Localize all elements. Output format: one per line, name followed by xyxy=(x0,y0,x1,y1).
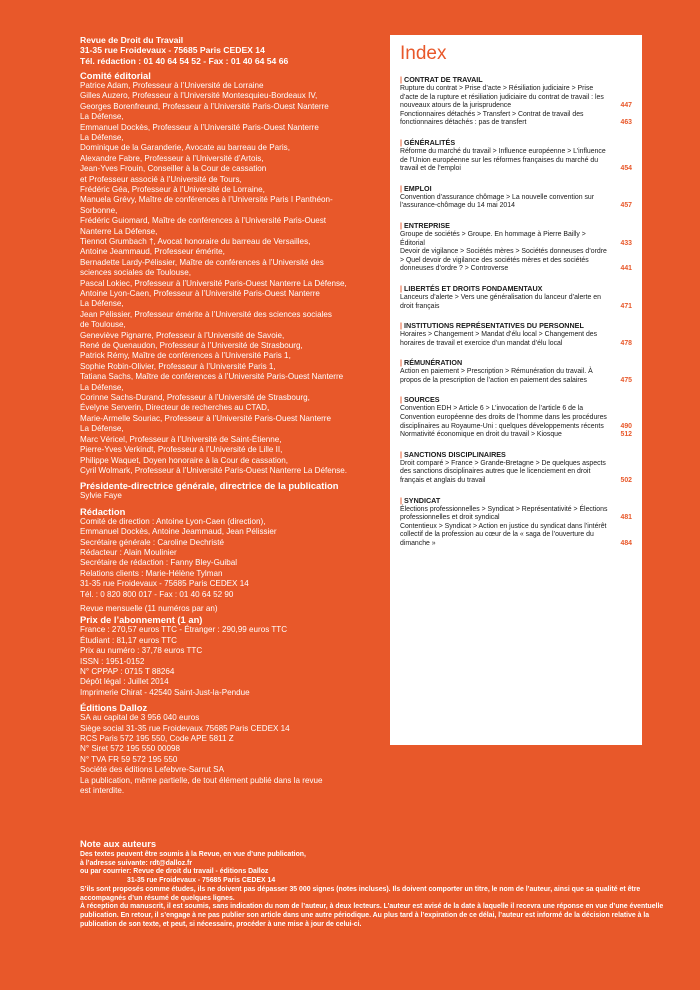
index-entry-page: 433 xyxy=(620,239,632,247)
comite-member-line: La Défense, xyxy=(80,382,124,392)
index-entry-text: Devoir de vigilance > Sociétés mères > Sociétés donneuses d’ordre > Quel devoir de vigilance des sociétés mères et des sociétés donneuses d’ordre ? > Controverse xyxy=(400,248,607,273)
redaction-line: 31-35 rue Froidevaux - 75685 Paris CEDEX 14 xyxy=(80,579,249,589)
comite-member-line: Pierre-Yves Verkindt, Professeur à l’Université de Lille II, xyxy=(80,445,283,455)
index-section xyxy=(400,138,632,174)
index-section xyxy=(400,321,632,348)
comite-member-line: Geneviève Pignarre, Professeur à l’Université de Savoie, xyxy=(80,330,285,340)
redaction-line: Comité de direction : Antoine Lyon-Caen (direction), xyxy=(80,516,266,526)
abonnement-line: Prix au numéro : 37,78 euros TTC xyxy=(80,646,203,656)
note-line: Des textes peuvent être soumis à la Revue, en vue d’une publication, xyxy=(80,851,306,858)
index-section-heading xyxy=(400,138,632,147)
note-line: ou par courrier: Revue de droit du travail - éditions Dalloz xyxy=(80,868,269,876)
index-heading-text: RÉMUNÉRATION xyxy=(404,358,463,368)
comite-member-line: Emmanuel Dockès, Professeur à l’Université Paris-Ouest Nanterre xyxy=(80,122,319,132)
comite-member-line: Évelyne Serverin, Directeur de recherches au CTAD, xyxy=(80,403,270,413)
comite-member-line: René de Quenaudon, Professeur à l’Université de Strasbourg, xyxy=(80,341,303,351)
index-heading-text: SOURCES xyxy=(404,395,440,405)
index-heading-text: SYNDICAT xyxy=(404,495,441,505)
index-entry-page: 463 xyxy=(620,119,632,127)
comite-member-line: Manuela Grévy, Maître de conférences à l’Université Paris I Panthéon- xyxy=(80,195,333,205)
comite-member-line: Antoine Lyon-Caen, Professeur à l’Université Paris-Ouest Nanterre xyxy=(80,289,320,299)
comite-member-line: Patrick Rémy, Maître de conférences à l’Université Paris 1, xyxy=(80,351,291,361)
index-heading-text: INSTITUTIONS REPRÉSENTATIVES DU PERSONNEL xyxy=(404,321,584,331)
index-heading-text: LIBERTÉS ET DROITS FONDAMENTAUX xyxy=(404,283,543,293)
index-entry-text: Réforme du marché du travail > Influence européenne > L’influence de l’Union européenne sur les réformes françaises du marché du travail et de l’emploi xyxy=(400,147,606,173)
section-bar-marker: | xyxy=(400,495,403,505)
index-section-heading xyxy=(400,395,632,404)
index-entry-page: 471 xyxy=(620,302,632,310)
comite-member-line: Corinne Sachs-Durand, Professeur à l’Université de Strasbourg, xyxy=(80,393,310,403)
index-entry-text: Horaires > Changement > Mandat d’élu local > Changement des horaires de travail et exercice d’un mandat d’élu local xyxy=(400,331,598,347)
comite-member-line: Sorbonne, xyxy=(80,205,118,215)
index-entry-page: 478 xyxy=(620,339,632,347)
index-sections xyxy=(400,75,632,549)
index-entry[interactable] xyxy=(400,231,632,248)
index-heading-text: EMPLOI xyxy=(404,183,432,193)
comite-member-line: Patrice Adam, Professeur à l’Université de Lorraine xyxy=(80,80,264,90)
index-heading-text: SANCTIONS DISCIPLINAIRES xyxy=(404,449,506,459)
comite-member-line: La Défense, xyxy=(80,424,124,434)
redaction-line: Relations clients : Marie-Hélène Tylman xyxy=(80,568,223,578)
editions-line: Siège social 31-35 rue Froidevaux 75685 Paris CEDEX 14 xyxy=(80,723,290,733)
note-aux-auteurs xyxy=(80,838,680,929)
index-entry-page: 454 xyxy=(620,165,632,173)
index-entry-text: Convention d’assurance chômage > La nouvelle convention sur l’assurance-chômage du 14 mai 2014 xyxy=(400,193,595,210)
comite-member-line: Tiennot Grumbach †, Avocat honoraire du barreau de Versailles, xyxy=(80,236,311,246)
comite-member-line: Sophie Robin-Olivier, Professeur à l’Université Paris 1, xyxy=(80,361,276,371)
editions-line: N° Siret 572 195 550 00098 xyxy=(80,744,180,754)
redaction-line: Tél. : 0 820 800 017 - Fax : 01 40 64 52 90 xyxy=(80,589,234,599)
comite-member-line: Alexandre Fabre, Professeur à l’Université d’Artois, xyxy=(80,153,264,163)
index-entry-text: Contentieux > Syndicat > Action en justice du syndicat dans l’intérêt collectif de la profession au cœur de la « saga de l’ouverture du dimanche » xyxy=(400,522,607,547)
index-entry[interactable] xyxy=(400,85,632,111)
index-entry-text: Lanceurs d’alerte > Vers une généralisation du lanceur d’alerte en droit français xyxy=(400,293,601,310)
index-entry[interactable] xyxy=(400,431,632,440)
index-section-heading xyxy=(400,496,632,505)
comite-member-line: Frédéric Géa, Professeur à l’Université de Lorraine, xyxy=(80,184,265,194)
publication-header xyxy=(80,35,380,66)
section-bar-marker: | xyxy=(400,321,403,331)
index-section xyxy=(400,450,632,486)
comite-member-line: Bernadette Lardy-Pélissier, Maître de conférences à l’Université des xyxy=(80,257,324,267)
index-section-heading xyxy=(400,450,632,459)
index-section xyxy=(400,284,632,311)
editions-line: La publication, même partielle, de tout élément publié dans la revue xyxy=(80,775,323,785)
index-section xyxy=(400,221,632,274)
journal-phone: Tél. rédaction : 01 40 64 54 52 - Fax : 01 40 64 54 66 xyxy=(80,55,289,66)
section-bar-marker: | xyxy=(400,220,403,230)
revue-mensuelle: Revue mensuelle (11 numéros par an) xyxy=(80,603,218,613)
redaction-line: Secrétaire générale : Caroline Dechristé xyxy=(80,537,224,547)
comite-member-line: de Toulouse, xyxy=(80,320,126,330)
comite-title: Comité éditorial xyxy=(80,69,151,81)
index-entry-page: 512 xyxy=(620,431,632,439)
index-entry[interactable] xyxy=(400,294,632,311)
index-entry-page: 457 xyxy=(620,202,632,210)
index-entry[interactable] xyxy=(400,194,632,211)
comite-member-line: Georges Borenfreund, Professeur à l’Université Paris-Ouest Nanterre xyxy=(80,101,329,111)
index-section-heading xyxy=(400,184,632,193)
index-entry[interactable] xyxy=(400,331,632,348)
note-paragraph: S’ils sont proposés comme études, ils ne doivent pas dépasser 35 000 signes (notes incluses). Ils doivent comporter un titre, le nom de l’auteur, ainsi que sa qualité et être accompagnés d’un résumé de quelques lignes. xyxy=(80,885,641,902)
index-section-heading xyxy=(400,221,632,230)
section-bar-marker: | xyxy=(400,395,403,405)
index-entry[interactable] xyxy=(400,368,632,385)
masthead xyxy=(80,35,380,796)
editions-line: RCS Paris 572 195 550, Code APE 5811 Z xyxy=(80,734,234,744)
index-section xyxy=(400,496,632,549)
index-entry-page: 502 xyxy=(620,477,632,485)
index-entry[interactable] xyxy=(400,460,632,486)
comite-member-line: Dominique de la Garanderie, Avocate au barreau de Paris, xyxy=(80,143,290,153)
index-entry-page: 484 xyxy=(620,540,632,547)
redaction-line: Secrétaire de rédaction : Fanny Bley-Guibal xyxy=(80,558,238,568)
comite-member-line: Pascal Lokiec, Professeur à l’Université Paris-Ouest Nanterre La Défense, xyxy=(80,278,347,288)
index-title: Index xyxy=(400,43,447,64)
index-entry[interactable] xyxy=(400,248,632,274)
comite-member-line: La Défense, xyxy=(80,299,124,309)
index-entry-page: 490 xyxy=(620,422,632,430)
index-section-heading xyxy=(400,284,632,293)
index-section xyxy=(400,358,632,385)
index-section-heading xyxy=(400,358,632,367)
index-entry-text: Convention EDH > Article 6 > L’invocation de l’article 6 de la Convention européenne des droits de l’homme dans les procédures disciplinaires au Royaume-Uni : quelques développements récents xyxy=(400,405,607,430)
comite-member-line: Philippe Waquet, Doyen honoraire à la Cour de cassation, xyxy=(80,455,289,465)
index-entry-text: Normativité économique en droit du travail > Kiosque xyxy=(400,431,562,439)
section-bar-marker: | xyxy=(400,449,403,459)
index-section xyxy=(400,395,632,439)
index-entry-page: 475 xyxy=(620,376,632,384)
editions-line: Société des éditions Lefebvre-Sarrut SA xyxy=(80,765,224,775)
index-entry-text: Action en paiement > Prescription > Rémunération du travail. À propos de la prescription de l’action en paiement des salaires xyxy=(400,368,593,384)
comite-member-line: Marc Véricel, Professeur à l’Université de Saint-Étienne, xyxy=(80,434,282,444)
comite-member-line: La Défense, xyxy=(80,112,124,122)
note-title: Note aux auteurs xyxy=(80,838,157,849)
index-section-heading xyxy=(400,321,632,330)
comite-member-line: Nanterre La Défense, xyxy=(80,226,158,236)
section-bar-marker: | xyxy=(400,358,403,368)
abonnement-line: Étudiant : 81,17 euros TTC xyxy=(80,635,178,645)
index-entry[interactable] xyxy=(400,523,632,549)
index-section xyxy=(400,75,632,128)
abonnement-line: France : 270,57 euros TTC - Étranger : 290,99 euros TTC xyxy=(80,625,288,635)
journal-address: 31-35 rue Froidevaux - 75685 Paris CEDEX 14 xyxy=(80,45,265,56)
note-address: 31-35 rue Froidevaux - 75685 Paris CEDEX 14 xyxy=(127,877,276,885)
index-entry-page: 447 xyxy=(620,102,632,110)
section-bar-marker: | xyxy=(400,183,403,193)
index-entry[interactable] xyxy=(400,111,632,128)
index-entry-text: Élections professionnelles > Syndicat > Représentativité > Élections professionnelles et droit syndical xyxy=(400,505,608,522)
section-bar-marker: | xyxy=(400,137,403,147)
comite-member-line: Tatiana Sachs, Maître de conférences à l’Université Paris-Ouest Nanterre xyxy=(80,372,344,382)
presidente-title: Présidente-directrice générale, directrice de la publication xyxy=(80,480,339,492)
index-heading-text: CONTRAT DE TRAVAIL xyxy=(404,75,483,84)
redaction-lines xyxy=(80,517,380,600)
abonnement-line: ISSN : 1951-0152 xyxy=(80,656,145,666)
section-bar-marker: | xyxy=(400,283,403,293)
abonnement-lines xyxy=(80,625,380,698)
index-entry[interactable] xyxy=(400,148,632,174)
index-panel xyxy=(390,35,642,745)
index-entry-text: Droit comparé > France > Grande-Bretagne > De quelques aspects des sanctions disciplinaires autres que le licenciement en droit français et anglais du travail xyxy=(400,459,606,485)
redaction-line: Rédacteur : Alain Moulinier xyxy=(80,547,177,557)
redaction-line: Emmanuel Dockès, Antoine Jeammaud, Jean Pélissier xyxy=(80,527,277,537)
index-entry-page: 441 xyxy=(620,265,632,273)
index-entry-text: Rupture du contrat > Prise d’acte > Résiliation judiciaire > Prise d’acte de la rupture et résiliation judiciaire du contrat de travail : les nouveaux atours de la jurisprudence xyxy=(400,85,604,110)
abonnement-line: Dépôt légal : Juillet 2014 xyxy=(80,677,169,687)
index-section-heading xyxy=(400,75,632,84)
comite-members xyxy=(80,81,380,476)
comite-member-line: sciences sociales de Toulouse, xyxy=(80,268,191,278)
index-entry-text: Fonctionnaires détachés > Transfert > Contrat de travail des fonctionnaires détachés : pas de transfert xyxy=(400,110,584,127)
comite-member-line: et Professeur associé à l’Université de Tours, xyxy=(80,174,242,184)
index-entry[interactable] xyxy=(400,506,632,523)
index-entry[interactable] xyxy=(400,405,632,431)
comite-member-line: Marie-Armelle Souriac, Professeur à l’Université Paris-Ouest Nanterre xyxy=(80,413,331,423)
editions-lines xyxy=(80,713,380,796)
comite-member-line: Jean-Yves Frouin, Conseiller à la Cour de cassation xyxy=(80,164,267,174)
presidente-name: Sylvie Faye xyxy=(80,491,122,501)
journal-name: Revue de Droit du Travail xyxy=(80,35,184,45)
index-heading-text: GÉNÉRALITÉS xyxy=(404,137,456,147)
comite-member-line: Antoine Jeammaud, Professeur émérite, xyxy=(80,247,225,257)
note-paragraph: À réception du manuscrit, il est soumis, sans indication du nom de l’auteur, à deux lecteurs. L’auteur est avisé de la date à laquelle il recevra une réponse en vue d’une éventuelle publication. En retour, il s’engage à ne pas publier son article dans une autre périodique. Au plus tard à l’expiration de ce délai, l’auteur est informé de la décision relative à la publication de son texte, et peut, si nécessaire, procéder à une mise à jour de celui-ci. xyxy=(80,903,664,928)
comite-member-line: La Défense, xyxy=(80,132,124,142)
editions-title: Éditions Dalloz xyxy=(80,702,148,714)
index-section xyxy=(400,184,632,211)
comite-member-line: Frédéric Guiomard, Maître de conférences à l’Université Paris-Ouest xyxy=(80,216,327,226)
comite-member-line: Cyril Wolmark, Professeur à l’Université Paris-Ouest Nanterre La Défense. xyxy=(80,465,348,475)
comite-member-line: Jean Pélissier, Professeur émérite à l’Université des sciences sociales xyxy=(80,309,332,319)
abonnement-title: Prix de l’abonnement (1 an) xyxy=(80,614,203,626)
editions-line: N° TVA FR 59 572 195 550 xyxy=(80,754,178,764)
abonnement-line: N° CPPAP : 0715 T 88264 xyxy=(80,667,175,677)
redaction-title: Rédaction xyxy=(80,505,126,517)
editions-line: est interdite. xyxy=(80,786,125,796)
index-entry-text: Groupe de sociétés > Groupe. En hommage à Pierre Bailly > Éditorial xyxy=(400,230,586,247)
index-heading-text: ENTREPRISE xyxy=(404,220,450,230)
note-line: à l’adresse suivante: rdt@dalloz.fr xyxy=(80,859,193,867)
abonnement-line: Imprimerie Chirat - 42540 Saint-Just-la-Pendue xyxy=(80,687,250,697)
index-entry-page: 481 xyxy=(620,514,632,522)
editions-line: SA au capital de 3 956 040 euros xyxy=(80,713,200,723)
section-bar-marker: | xyxy=(400,75,403,84)
comite-member-line: Gilles Auzero, Professeur à l’Université Montesquieu-Bordeaux IV, xyxy=(80,91,318,101)
